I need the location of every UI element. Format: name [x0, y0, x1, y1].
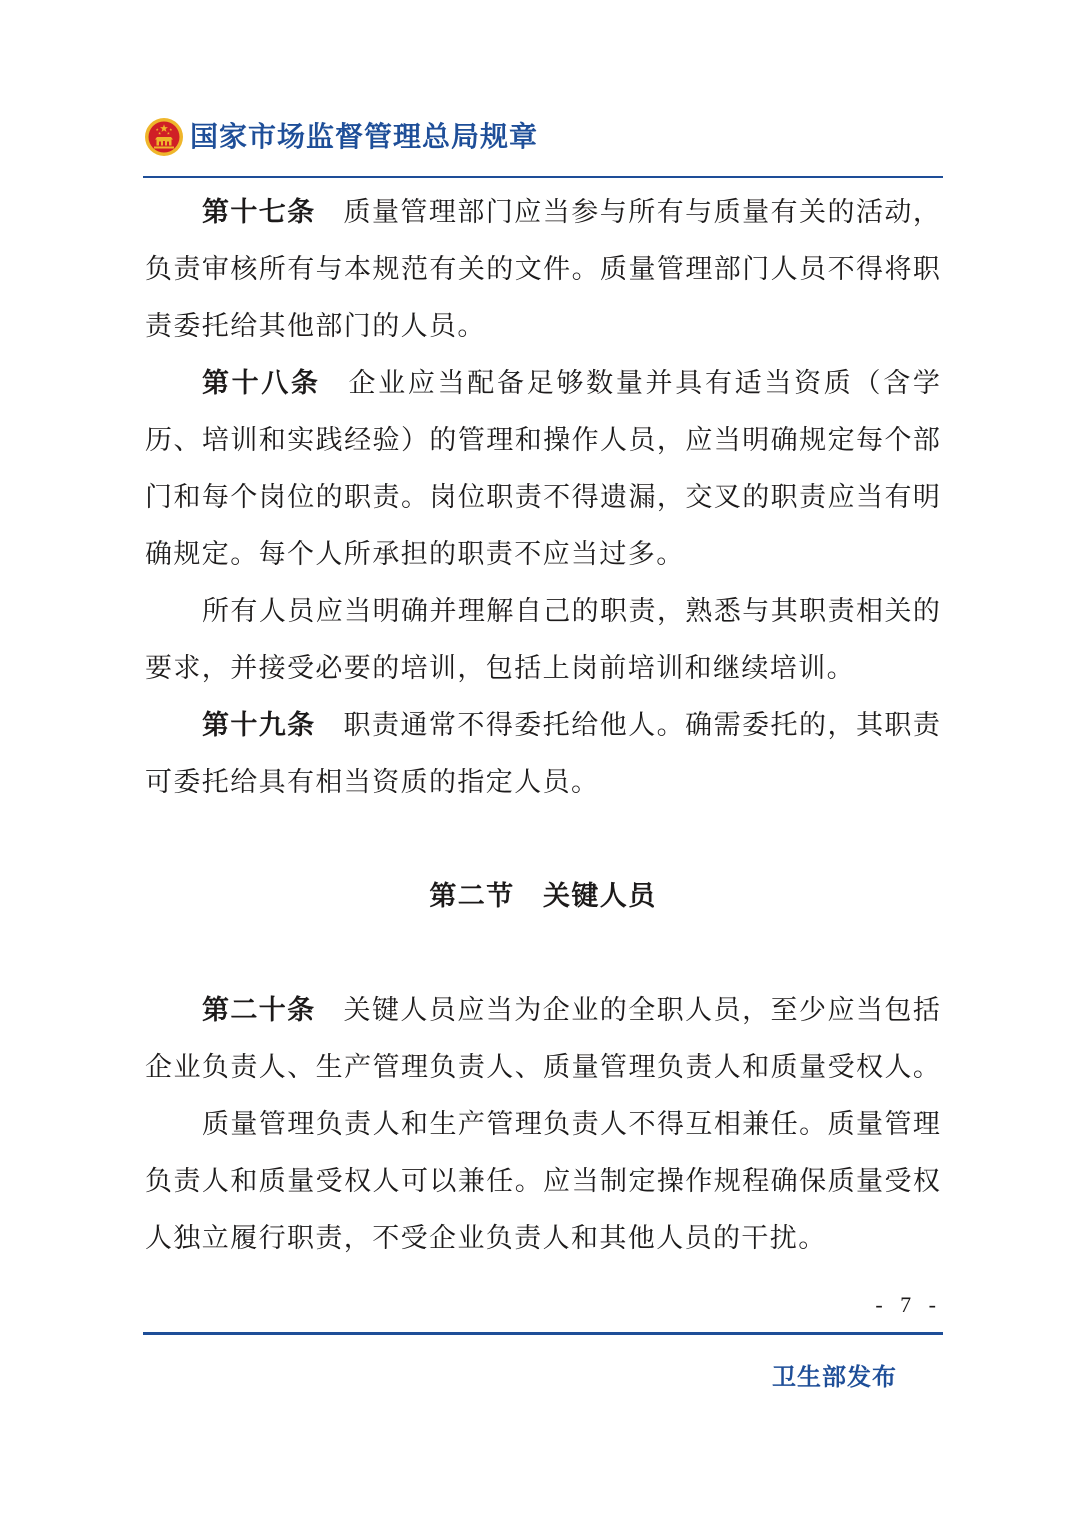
article-first-line — [145, 697, 941, 754]
article-first-line — [145, 982, 941, 1039]
page-number: - 7 - — [875, 1292, 942, 1317]
article-text: 质量管理部门应当参与所有与质量有关的活动， — [343, 197, 941, 228]
text-line: 历、培训和实践经验）的管理和操作人员，应当明确规定每个部 — [145, 425, 941, 456]
article-text: 关键人员应当为企业的全职人员，至少应当包括 — [343, 995, 941, 1026]
national-emblem-graphic — [144, 117, 184, 157]
paragraph-first-line: 所有人员应当明确并理解自己的职责，熟悉与其职责相关的 — [202, 596, 941, 627]
article-text: 企业应当配备足够数量并具有适当资质（含学 — [348, 368, 942, 399]
section-heading: 第二节 关键人员 — [429, 881, 657, 911]
footer-divider — [143, 1332, 943, 1335]
article-label: 第十八条 — [202, 368, 321, 398]
article-label: 第二十条 — [202, 995, 316, 1025]
text-line: 确规定。每个人所承担的职责不应当过多。 — [145, 539, 685, 570]
text-line: 门和每个岗位的职责。岗位职责不得遗漏，交叉的职责应当有明 — [145, 482, 941, 513]
document-series-title: 国家市场监督管理总局规章 — [190, 121, 539, 152]
article-first-line — [145, 355, 941, 412]
article-label: 第十七条 — [202, 197, 316, 227]
emblem-gate-door — [167, 142, 169, 146]
emblem-gate-door — [159, 142, 161, 146]
article-label: 第十九条 — [202, 710, 316, 740]
emblem-gate-roof — [155, 137, 173, 140]
text-line: 负责人和质量受权人可以兼任。应当制定操作规程确保质量受权 — [145, 1166, 941, 1197]
text-line: 可委托给具有相当资质的指定人员。 — [145, 767, 600, 798]
article-text: 职责通常不得委托给他人。确需委托的，其职责 — [343, 710, 941, 741]
text-line: 责委托给其他部门的人员。 — [145, 311, 486, 342]
publisher-label: 卫生部发布 — [772, 1364, 897, 1391]
paragraph-first-line: 质量管理负责人和生产管理负责人不得互相兼任。质量管理 — [202, 1109, 941, 1140]
text-line: 人独立履行职责，不受企业负责人和其他人员的干扰。 — [145, 1223, 827, 1254]
text-line: 负责审核所有与本规范有关的文件。质量管理部门人员不得将职 — [145, 254, 941, 285]
header-divider — [143, 176, 943, 178]
document-body — [145, 184, 941, 1267]
emblem-gate-door — [163, 141, 165, 146]
text-line: 企业负责人、生产管理负责人、质量管理负责人和质量受权人。 — [145, 1052, 941, 1083]
emblem-base — [154, 147, 174, 149]
article-first-line — [145, 184, 941, 241]
national-emblem-icon — [144, 117, 184, 157]
text-line: 要求，并接受必要的培训，包括上岗前培训和继续培训。 — [145, 653, 855, 684]
